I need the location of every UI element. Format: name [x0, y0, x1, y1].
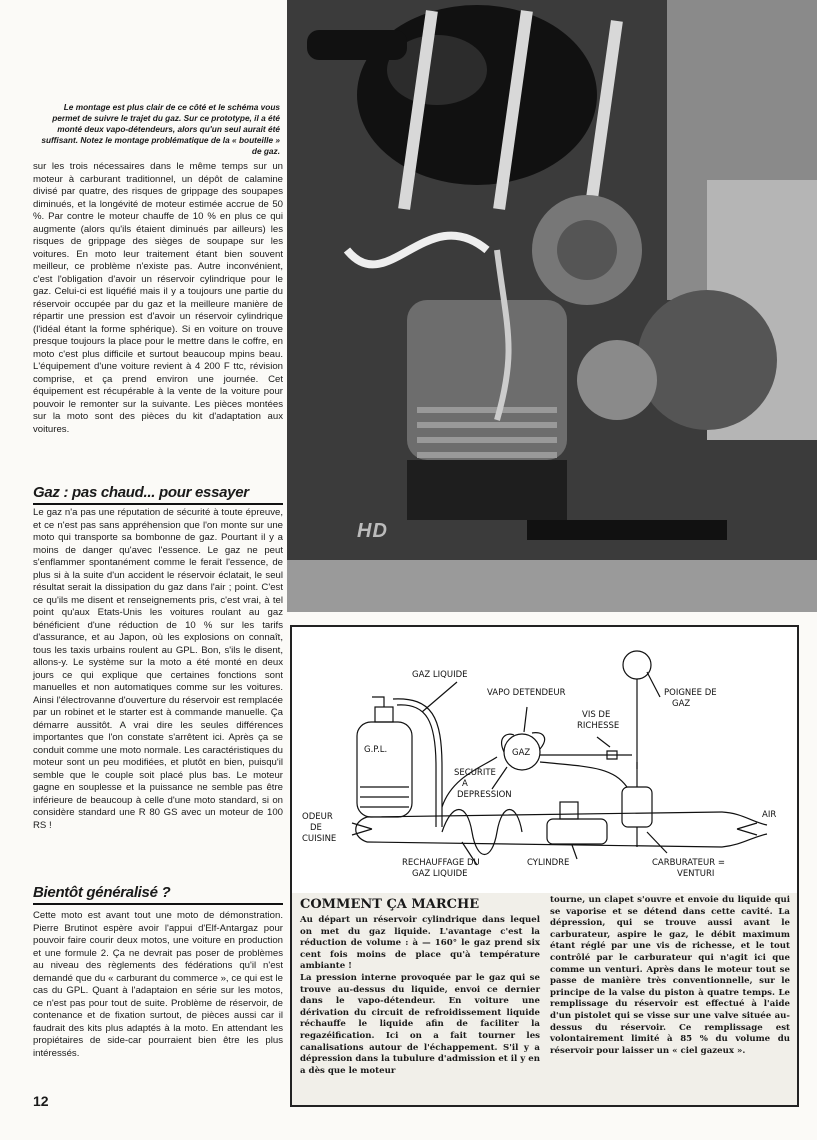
label-odeur-3: CUISINE [302, 834, 337, 844]
label-gaz: GAZ [512, 748, 531, 758]
diagram-drawing [292, 627, 797, 895]
label-air: AIR [762, 810, 777, 820]
label-securite-1: SECURITE [454, 768, 496, 778]
how-it-works-p2: La pression interne provoquée par le gaz qui se trouve au-dessus du liquide, envoi ce dernier dans le vapo-détendeur. En voiture une dérivation du circuit de refroidissement liquide réchauffe le liquide afin de faciliter la regazéification. Ici on a fait tourner les canalisations autour de l'échappement. S'il y a dépression dans la tubulure d'admission et il y en a dès que le moteur [300, 972, 540, 1076]
photo-watermark: HD [357, 520, 388, 542]
label-poignee-2: GAZ [672, 699, 691, 709]
label-carbu-1: CARBURATEUR = [652, 858, 725, 868]
body-paragraph-2: Le gaz n'a pas une réputation de sécurité à toute épreuve, et ce n'est pas sans appréhension que l'on monte sur une moto qui transporte sa bombonne de gaz. Pourtant il y a moins de danger qu'avec l'essence. Le gaz ne peut s'enflammer spontanément comme le ferait l'essence, de plus si à la suite d'un accident le réservoir éclatait, le seul résultat serait la dissipation du gaz dans l'air ; point. C'est ce qu'ils me disent et renseignements pris, c'est vrai, à tel point qu'aux Etats-Unis les voitures roulant au gaz bénéficient d'une réduction de 10 % sur les tarifs d'assurance, et au Japon, où les explosions on connaît, tous les taxis urbains roulent au GPL. Bon, s'ils le disent, allons-y. Le système sur la moto a été monté en deux jours ce qui explique que certaines fonctions sont manuelles et non automatiques comme sur les voitures. Ainsi l'électrovanne d'ouverture du réservoir est remplacée par un robinet et le starter est à commande manuelle. Ça démarre aussitôt. A vrai dire les seules différences importantes que l'on constate s'arrêtent ici. Après ça se conduit comme une moto normale. Les caractéristiques du moteur sont un peu modifiées, et plutôt en bien, puisqu'il semble que le couple soit placé plus bas. Le moteur gagne en souplesse et la puissance ne semble pas être inférieure de beaucoup à celle d'une moto standard, si on considère standard une R 80 GS avec un moteur de 100 RS ! [33, 507, 283, 831]
label-rechauffage-2: GAZ LIQUIDE [412, 869, 468, 879]
body-paragraph-3: Cette moto est avant tout une moto de démonstration. Pierre Brutinot espère avoir l'appui d'Elf-Antargaz pour pouvoir faire courir deux motos, une voiture en production et une formule 2. Ça ne devrait pas poser de problèmes au niveau des règlements des fédérations qu'il n'est demandé que du « carburant du commerce », ce qui est le cas du GPL. Quant à l'adaptaion en série sur les motos, ce n'est pas pour tout de suite. Problème de réservoir, de contenance et de fixation surtout, de pièces aussi car il faudrait des kits plus adaptés à la moto. En attendant les propiétaires de side-car pourraient bien être les plus intéressés. [33, 910, 283, 1059]
label-odeur-2: DE [310, 823, 322, 833]
label-vapo: VAPO DETENDEUR [487, 688, 566, 698]
how-it-works-title: COMMENT ÇA MARCHE [300, 897, 480, 912]
how-it-works-box [290, 893, 799, 1107]
how-it-works-p1: Au départ un réservoir cylindrique dans lequel on met du gaz liquide. L'avantage c'est la réduction de volume : à — 160° le gaz prend six cent fois moins de place qu'à température ambiante ! [300, 915, 540, 972]
page-number: 12 [33, 1093, 49, 1109]
label-odeur-1: ODEUR [302, 812, 333, 822]
gas-system-diagram [290, 625, 799, 897]
label-securite-3: DEPRESSION [457, 790, 512, 800]
body-paragraph-1: sur les trois nécessaires dans le même temps sur un moteur à carburant traditionnel, un dépôt de calamine divisé par quatre, des risques de grippage des soupapes diminués, et la longévité de moteur estimée accrue de 50 %. Par contre le moteur chauffe de 10 % en plus ce qui augmente (alors qu'ils étaient diminués par ailleurs) les risques de grippage des sièges de soupape sur les voitures. En moto leur traitement étant bien souvent meilleur, ce problème n'existe pas. Autre inconvénient, c'est l'obligation d'avoir un réservoir cylindrique pour le gaz. Celui-ci est liquéfié mais il y a toujours une partie du réservoir occupée par du gaz et la meilleure manière de répartir une pression est d'avoir un réservoir cylindrique (l'idéal étant la forme sphérique). Si en voiture on trouve presque toujours la place pour le mettre dans le coffre, en moto c'est plus difficile et surtout beaucoup mpins beau. L'équipement d'une voiture revient à 4 200 F ttc, révision comprise, et ça prend environ une journée. Cet équipement est récupérable à la vente de la voiture pour pouvoir le remonter sur la suivante. Les pièces montées sur la moto sont des pièces du kit d'adaptation aux voitures. [33, 161, 283, 435]
motorcycle-photo [287, 0, 817, 612]
label-securite-2: A [462, 779, 468, 789]
label-cylindre: CYLINDRE [527, 858, 570, 868]
label-carbu-2: VENTURI [677, 869, 715, 879]
label-rechauffage-1: RECHAUFFAGE DU [402, 858, 480, 868]
how-it-works-p3: tourne, un clapet s'ouvre et envoie du liquide qui se vaporise et se détend dans cette cavité. La dépression, qui se trouve aussi avant le carburateur, aspire le gaz, le débit maximum étant réglé par une vis de richesse, et le tout contrôlé par le carburateur qui n'agit ici que comme un venturi. Après dans le moteur tout se passe de manière très conventionnelle, sur le principe de la valse du piston à quatre temps. Le remplissage du réservoir est effectué à l'aide d'un pistolet qui se visse sur une valve située au-dessus du réservoir. Ce remplissage est volontairement limité à 85 % du volume du réservoir pour laisser un « ciel gazeux ». [550, 895, 790, 1056]
label-vis-2: RICHESSE [577, 721, 620, 731]
label-gpl: G.P.L. [364, 745, 388, 755]
section-heading-gaz: Gaz : pas chaud... pour essayer [33, 484, 283, 505]
photo-caption: Le montage est plus clair de ce côté et le schéma vous permet de suivre le trajet du gaz. Sur ce prototype, il a été monté deux vapo-détendeurs, alors qu'un seul aurait été suffisant. Notez le montage problématique de la « bouteille » de gaz. [41, 102, 280, 156]
how-it-works-col-2 [550, 895, 790, 1057]
label-gaz-liquide: GAZ LIQUIDE [412, 670, 468, 680]
section-heading-bientot: Bientôt généralisé ? [33, 884, 283, 905]
label-poignee-1: POIGNEE DE [664, 688, 717, 698]
label-vis-1: VIS DE [582, 710, 611, 720]
how-it-works-col-1 [300, 915, 540, 1077]
